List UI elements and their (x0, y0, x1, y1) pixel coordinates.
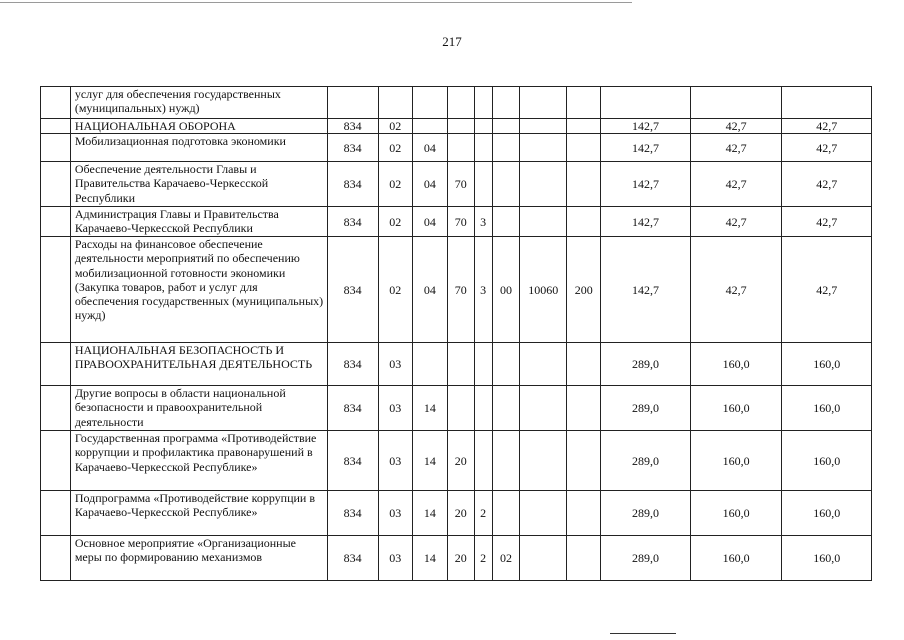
cell-direction (520, 491, 567, 536)
cell-admin: 834 (327, 119, 378, 134)
row-number-cell (41, 491, 71, 536)
cell-admin: 834 (327, 343, 378, 386)
cell-name: Администрация Главы и Правительства Карачаево-Черкесской Республики (70, 207, 327, 237)
cell-program (447, 119, 474, 134)
cell-sum3: 42,7 (782, 237, 872, 343)
cell-sum3: 160,0 (782, 536, 872, 581)
cell-sum3: 160,0 (782, 386, 872, 431)
cell-name: Обеспечение деятельности Главы и Правительства Карачаево-Черкесской Республики (70, 162, 327, 207)
cell-sum2: 160,0 (690, 491, 782, 536)
row-number-cell (41, 536, 71, 581)
cell-event: 00 (492, 237, 520, 343)
cell-subsection: 14 (412, 386, 447, 431)
cell-section (378, 87, 412, 119)
cell-sum3: 160,0 (782, 431, 872, 491)
cell-admin: 834 (327, 431, 378, 491)
cell-expense-type (567, 536, 601, 581)
cell-sum2: 42,7 (690, 237, 782, 343)
cell-sum1: 289,0 (601, 491, 690, 536)
cell-program: 20 (447, 491, 474, 536)
cell-event (492, 491, 520, 536)
cell-section: 02 (378, 162, 412, 207)
cell-expense-type: 200 (567, 237, 601, 343)
row-number-cell (41, 87, 71, 119)
cell-sum3: 42,7 (782, 119, 872, 134)
cell-event (492, 343, 520, 386)
cell-sum1: 142,7 (601, 162, 690, 207)
cell-program: 20 (447, 536, 474, 581)
cell-event (492, 119, 520, 134)
cell-program: 70 (447, 207, 474, 237)
cell-name: Мобилизационная подготовка экономики (70, 134, 327, 162)
cell-subsection (412, 119, 447, 134)
cell-event (492, 162, 520, 207)
top-rule (0, 2, 632, 3)
cell-expense-type (567, 491, 601, 536)
table-row (41, 162, 872, 207)
row-number-cell (41, 343, 71, 386)
cell-name: Основное мероприятие «Организационные меры по формированию механизмов (70, 536, 327, 581)
cell-expense-type (567, 162, 601, 207)
cell-expense-type (567, 386, 601, 431)
cell-sum1: 142,7 (601, 237, 690, 343)
cell-direction (520, 343, 567, 386)
cell-section: 03 (378, 431, 412, 491)
cell-subprogram (474, 162, 492, 207)
table-row (41, 119, 872, 134)
page-number: 217 (442, 34, 462, 49)
cell-admin: 834 (327, 491, 378, 536)
cell-subprogram (474, 343, 492, 386)
cell-sum1: 289,0 (601, 343, 690, 386)
cell-direction (520, 134, 567, 162)
cell-event (492, 87, 520, 119)
cell-subprogram (474, 431, 492, 491)
cell-direction (520, 119, 567, 134)
cell-section: 03 (378, 386, 412, 431)
table-row (41, 536, 872, 581)
cell-event (492, 134, 520, 162)
cell-sum1: 142,7 (601, 119, 690, 134)
cell-subprogram (474, 134, 492, 162)
cell-sum2: 42,7 (690, 162, 782, 207)
cell-sum3: 160,0 (782, 343, 872, 386)
cell-event (492, 431, 520, 491)
cell-direction (520, 431, 567, 491)
cell-sum2: 160,0 (690, 536, 782, 581)
row-number-cell (41, 162, 71, 207)
cell-sum1: 289,0 (601, 386, 690, 431)
cell-program (447, 343, 474, 386)
cell-section: 03 (378, 491, 412, 536)
cell-sum3: 160,0 (782, 491, 872, 536)
cell-subsection: 04 (412, 207, 447, 237)
cell-event (492, 386, 520, 431)
cell-program: 70 (447, 162, 474, 207)
cell-program (447, 87, 474, 119)
cell-name: НАЦИОНАЛЬНАЯ БЕЗОПАСНОСТЬ И ПРАВООХРАНИТЕЛЬНАЯ ДЕЯТЕЛЬНОСТЬ (70, 343, 327, 386)
cell-program: 70 (447, 237, 474, 343)
cell-admin: 834 (327, 207, 378, 237)
cell-subprogram: 2 (474, 536, 492, 581)
cell-admin: 834 (327, 134, 378, 162)
cell-sum2: 42,7 (690, 207, 782, 237)
cell-section: 02 (378, 237, 412, 343)
cell-admin: 834 (327, 237, 378, 343)
cell-sum2 (690, 87, 782, 119)
cell-sum2: 42,7 (690, 119, 782, 134)
cell-sum2: 160,0 (690, 431, 782, 491)
cell-event (492, 207, 520, 237)
cell-event: 02 (492, 536, 520, 581)
cell-subprogram (474, 87, 492, 119)
table-row (41, 491, 872, 536)
cell-subprogram: 3 (474, 237, 492, 343)
cell-subsection: 14 (412, 431, 447, 491)
cell-sum3: 42,7 (782, 207, 872, 237)
table-row (41, 134, 872, 162)
cell-sum1: 142,7 (601, 207, 690, 237)
cell-subsection: 04 (412, 134, 447, 162)
cell-direction (520, 536, 567, 581)
cell-subsection: 14 (412, 491, 447, 536)
cell-name: Государственная программа «Противодействие коррупции и профилактика правонарушений в Карачаево-Черкесской Республике» (70, 431, 327, 491)
bottom-rule (610, 633, 676, 634)
cell-sum2: 42,7 (690, 134, 782, 162)
cell-direction (520, 162, 567, 207)
cell-expense-type (567, 134, 601, 162)
table-row (41, 237, 872, 343)
cell-sum1: 289,0 (601, 431, 690, 491)
row-number-cell (41, 134, 71, 162)
row-number-cell (41, 237, 71, 343)
cell-program (447, 134, 474, 162)
cell-subprogram (474, 386, 492, 431)
row-number-cell (41, 431, 71, 491)
cell-direction: 10060 (520, 237, 567, 343)
cell-expense-type (567, 87, 601, 119)
cell-direction (520, 87, 567, 119)
cell-subprogram: 2 (474, 491, 492, 536)
cell-direction (520, 207, 567, 237)
cell-sum3: 42,7 (782, 162, 872, 207)
cell-sum1 (601, 87, 690, 119)
cell-subsection (412, 343, 447, 386)
row-number-cell (41, 207, 71, 237)
table-row (41, 431, 872, 491)
cell-section: 02 (378, 134, 412, 162)
cell-name: НАЦИОНАЛЬНАЯ ОБОРОНА (70, 119, 327, 134)
cell-section: 02 (378, 207, 412, 237)
cell-sum3 (782, 87, 872, 119)
cell-admin: 834 (327, 162, 378, 207)
cell-section: 02 (378, 119, 412, 134)
table-row (41, 386, 872, 431)
row-number-cell (41, 119, 71, 134)
cell-admin: 834 (327, 536, 378, 581)
table-row (41, 343, 872, 386)
table-row (41, 87, 872, 119)
cell-sum2: 160,0 (690, 386, 782, 431)
cell-subsection: 04 (412, 237, 447, 343)
cell-name: Расходы на финансовое обеспечение деятельности мероприятий по обеспечению мобилизационной готовности экономики (Закупка товаров, работ и услуг для обеспечения государственных (муниципальных) нужд) (70, 237, 327, 343)
cell-admin: 834 (327, 386, 378, 431)
cell-name: Другие вопросы в области национальной безопасности и правоохранительной деятельности (70, 386, 327, 431)
cell-program (447, 386, 474, 431)
cell-subprogram (474, 119, 492, 134)
cell-admin (327, 87, 378, 119)
cell-sum3: 42,7 (782, 134, 872, 162)
cell-sum2: 160,0 (690, 343, 782, 386)
cell-expense-type (567, 207, 601, 237)
cell-expense-type (567, 431, 601, 491)
cell-expense-type (567, 119, 601, 134)
row-number-cell (41, 386, 71, 431)
budget-table (40, 86, 872, 581)
cell-subsection: 14 (412, 536, 447, 581)
table-row (41, 207, 872, 237)
cell-subprogram: 3 (474, 207, 492, 237)
cell-name: Подпрограмма «Противодействие коррупции в Карачаево-Черкесской Республике» (70, 491, 327, 536)
cell-expense-type (567, 343, 601, 386)
cell-subsection: 04 (412, 162, 447, 207)
cell-program: 20 (447, 431, 474, 491)
cell-direction (520, 386, 567, 431)
cell-section: 03 (378, 536, 412, 581)
cell-section: 03 (378, 343, 412, 386)
cell-sum1: 142,7 (601, 134, 690, 162)
cell-subsection (412, 87, 447, 119)
cell-name: услуг для обеспечения государственных (муниципальных) нужд) (70, 87, 327, 119)
cell-sum1: 289,0 (601, 536, 690, 581)
